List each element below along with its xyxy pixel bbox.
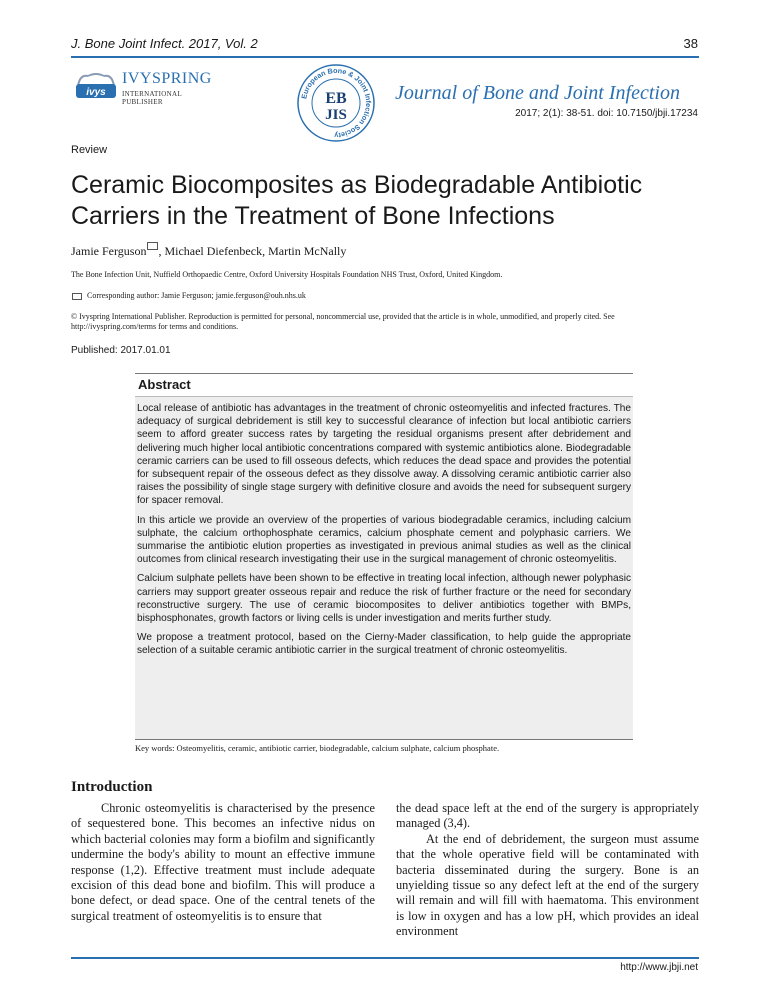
footer-url-link[interactable]: http://www.jbji.net — [620, 962, 698, 973]
journal-name: Journal of Bone and Joint Infection — [395, 82, 680, 104]
abstract-paragraph: Local release of antibiotic has advantages in the treatment of chronic osteomyelitis and infected fractures. The adequacy of surgical debridement is still key to successful clearance of infection but local antibiotic carriers seem to afford greater success rates by targeting the residual organisms present after debridement and delivering much higher local antibiotic concentrations compared with systemic antibiotics alone. Biodegradable ceramic carriers can be used to fill osseous defects, which reduces the dead space and provides the potential for subsequent repair of the osseous defect as they dissolve away. A dissolving ceramic antibiotic carrier also raises the possibility of single stage surgery with definitive closure and avoids the need for subsequent surgery for spacer removal. — [137, 403, 631, 507]
corresponding-text[interactable]: Corresponding author: Jamie Ferguson; jamie.ferguson@ouh.nhs.uk — [87, 291, 306, 300]
keywords: Key words: Osteomyelitis, ceramic, antibiotic carrier, biodegradable, calcium sulphate, calcium phosphate. — [135, 743, 500, 753]
published-date: Published: 2017.01.01 — [71, 345, 171, 356]
header-rule — [71, 56, 699, 58]
body-paragraph: Chronic osteomyelitis is characterised by the presence of sequestered bone. This becomes an infective nidus on which bacterial colonies may form a biofilm and significantly undermine the body's ability to mount an effective immune response (1,2). Effective treatment must include adequate excision of this dead bone and biofilm. This will produce a bone defect, or dead space. One of the central tenets of the surgical treatment of osteomyelitis is to ensure that — [71, 801, 375, 923]
abstract-paragraph: We propose a treatment protocol, based on the Cierny-Mader classification, to help guide the appropriate selection of a suitable ceramic antibiotic carrier in the surgical treatment of chronic osteomyelitis. — [137, 632, 631, 657]
svg-text:JIS: JIS — [325, 107, 347, 123]
section-heading-introduction: Introduction — [71, 779, 153, 795]
svg-text:EB: EB — [325, 90, 347, 107]
abstract-heading: Abstract — [138, 377, 191, 392]
author-link[interactable]: Jamie Ferguson — [71, 244, 147, 258]
citation: 2017; 2(1): 38-51. doi: 10.7150/jbji.17234 — [515, 108, 698, 119]
abstract-header — [135, 374, 633, 397]
abstract-paragraph: Calcium sulphate pellets have been shown to be effective in treating local infection, although newer polyphasic carriers may support greater osseous repair and reduce the risk of further fracture or the need for secondary reconstructive surgery. The use of ceramic biocomposites to deliver antibiotics together with BMPs, bisphosphonates, growth factors or living cells is under investigation and merits further study. — [137, 573, 631, 625]
article-type: Review — [71, 144, 108, 156]
corresponding-author — [71, 291, 306, 300]
page-number: 38 — [683, 36, 698, 51]
body-paragraph: the dead space left at the end of the surgery is appropriately managed (3,4). — [396, 801, 699, 831]
author-list — [71, 242, 346, 259]
body-column-right — [396, 801, 699, 940]
publisher-subtitle: INTERNATIONAL PUBLISHER — [122, 90, 182, 106]
body-paragraph: At the end of debridement, the surgeon must assume that the whole operative field will be contaminated with bacteria disseminated during the surgery. Bone is an unyielding tissue so any defect left at the end of the surgery will remain and will fill with haematoma. This environment is low in oxygen and has a low pH, which provides an ideal environment — [396, 831, 699, 939]
envelope-icon — [147, 242, 158, 250]
svg-text:European Bone & Joint Infectio: European Bone & Joint Infection Society — [299, 65, 374, 141]
body-column-left — [71, 801, 375, 924]
running-head: J. Bone Joint Infect. 2017, Vol. 2 — [71, 36, 258, 51]
other-authors: , Michael Diefenbeck, Martin McNally — [158, 244, 347, 258]
affiliation: The Bone Infection Unit, Nuffield Orthopaedic Centre, Oxford University Hospitals Foundation NHS Trust, Oxford, United Kingdom. — [71, 270, 503, 279]
copyright-notice: © Ivyspring International Publisher. Reproduction is permitted for personal, noncommercial use, provided that the article is in whole, unmodified, and properly cited. See http://ivyspring.com/terms for terms and conditions. — [71, 312, 615, 331]
publisher-name: IVYSPRING — [122, 70, 212, 87]
svg-text:ivys: ivys — [86, 87, 106, 98]
ivyspring-logo-icon — [74, 70, 118, 102]
article-title: Ceramic Biocomposites as Biodegradable Antibiotic Carriers in the Treatment of Bone Infections — [71, 171, 643, 230]
abstract-body — [137, 402, 631, 664]
footer-rule — [71, 957, 699, 959]
abstract-paragraph: In this article we provide an overview of the properties of various biodegradable ceramics, including calcium sulphate, the calcium orthophosphate ceramics, calcium phosphate cement and polyphasic carriers. We summarise the antibiotic elution properties as investigated in previous animal studies as well as the clinical outcomes from clinical research investigating their use in the surgical management of chronic osteomyelitis. — [137, 514, 631, 566]
envelope-icon — [72, 293, 82, 300]
publisher-logo — [74, 68, 224, 104]
society-seal-icon — [296, 63, 376, 143]
abstract-box — [135, 373, 633, 740]
